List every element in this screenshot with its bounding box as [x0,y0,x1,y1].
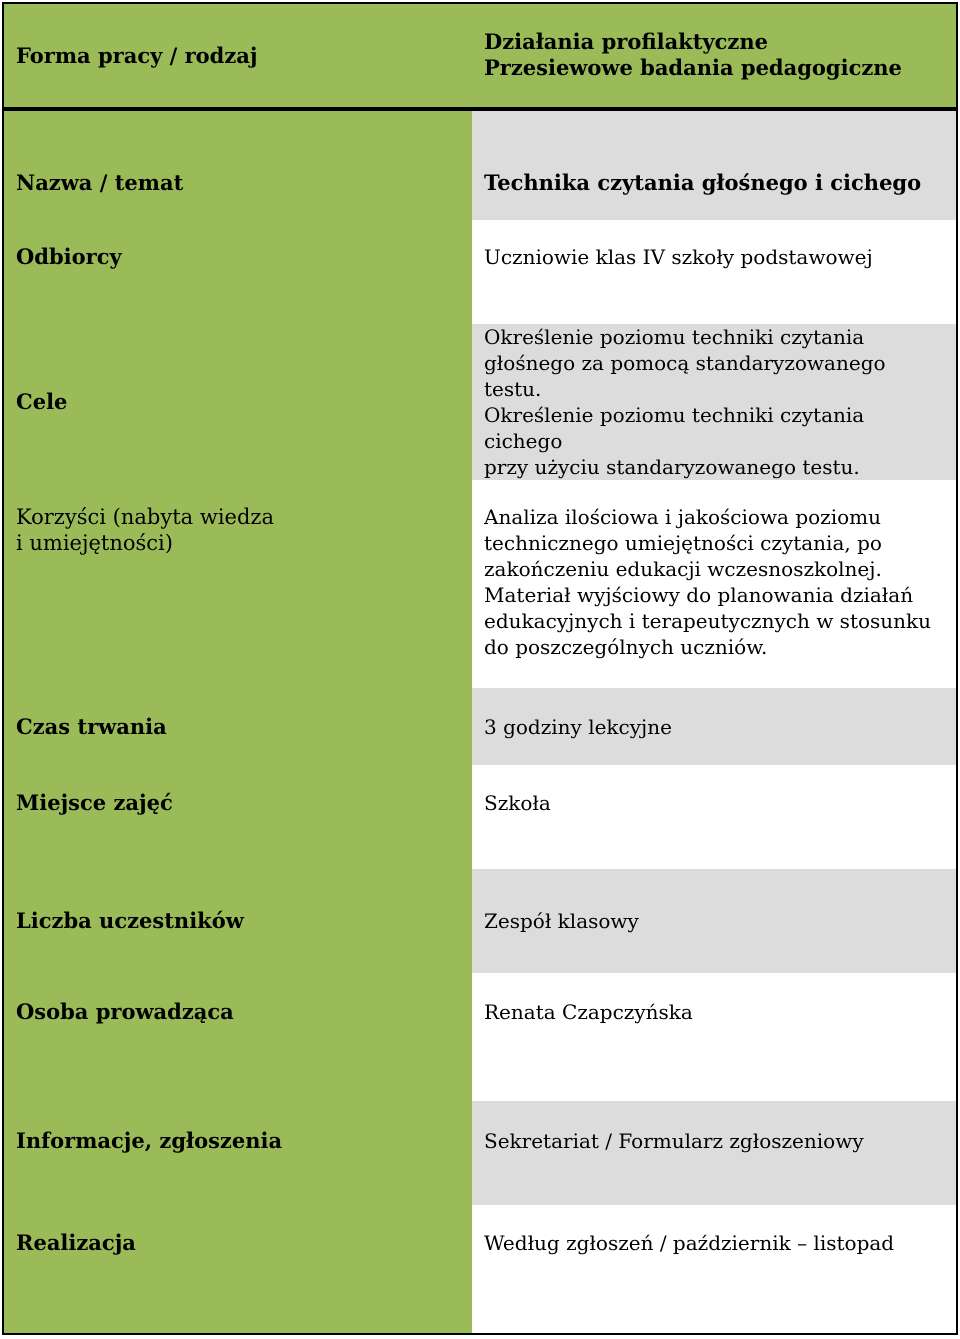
row-value-cell [472,480,956,688]
row-label-cell [4,220,472,324]
row-value-line: Określenie poziomu techniki czytania cichego [484,403,865,453]
row-value-cell [472,688,956,765]
row-value-line: do poszczególnych uczniów. [484,635,768,659]
row-label-cell [4,1101,472,1205]
row-label: Informacje, zgłoszenia [16,1128,283,1153]
row-value: Uczniowie klas IV szkoły podstawowej [484,245,873,269]
row-label-line: i umiejętności) [16,531,173,555]
row-value-line: technicznego umiejętności czytania, po [484,531,882,555]
header-value-line1: Działania profilaktyczne [484,28,768,54]
row-value: Renata Czapczyńska [484,1000,693,1024]
row-label-cell [4,324,472,480]
row-label-cell [4,869,472,973]
row-value: Technika czytania głośnego i cichego [484,169,922,195]
row-value-line: Analiza ilościowa i jakościowa poziomu [484,505,882,529]
row-value: 3 godziny lekcyjne [484,714,672,739]
row-label: Odbiorcy [16,244,122,269]
table-header [4,4,956,111]
row-label: Cele [16,389,68,414]
row-value-cell [472,111,956,220]
row-label-cell [4,480,472,688]
header-label: Forma pracy / rodzaj [16,42,258,68]
row-value-cell [472,1205,956,1333]
row-label: Osoba prowadząca [16,999,234,1024]
table-row-korzysci [4,480,956,688]
row-value-cell [472,220,956,324]
row-value-line: zakończeniu edukacji wczesnoszkolnej. [484,557,882,581]
row-value-cell [472,1101,956,1205]
row-value: Według zgłoszeń / październik – listopad [484,1231,895,1255]
row-label: Realizacja [16,1230,136,1255]
row-label-cell [4,973,472,1101]
row-value: Zespół klasowy [484,909,639,933]
row-label: Nazwa / temat [16,169,184,195]
row-value-cell [472,765,956,869]
table-row-nazwa [4,111,956,220]
row-label-cell [4,688,472,765]
table-row-realizacja [4,1205,956,1333]
table-row-odbiorcy [4,220,956,324]
row-value-line: Materiał wyjściowy do planowania działań [484,583,914,607]
row-label-cell [4,765,472,869]
header-value-line2: Przesiewowe badania pedagogiczne [484,54,902,80]
row-label-line: Korzyści (nabyta wiedza [16,505,274,529]
row-label: Liczba uczestników [16,908,244,933]
row-value-line: Określenie poziomu techniki czytania [484,325,865,349]
row-label-cell [4,1205,472,1333]
row-value-cell [472,324,956,480]
row-label-cell [4,111,472,220]
table-row-informacje [4,1101,956,1205]
row-value: Szkoła [484,791,551,815]
table-row-miejsce [4,765,956,869]
row-value-line: edukacyjnych i terapeutycznych w stosunku [484,609,932,633]
table-row-liczba [4,869,956,973]
table-row-cele [4,324,956,480]
header-label-cell [4,4,472,107]
table-row-osoba [4,973,956,1101]
row-value: Sekretariat / Formularz zgłoszeniowy [484,1129,864,1153]
info-table [2,2,958,1335]
row-value-cell [472,869,956,973]
row-label: Miejsce zajęć [16,790,173,815]
row-label: Czas trwania [16,713,167,739]
row-value-line: głośnego za pomocą standaryzowanego testu. [484,351,886,401]
row-value-cell [472,973,956,1101]
header-value-cell [472,4,956,107]
row-value-line: przy użyciu standaryzowanego testu. [484,455,860,479]
table-row-czas [4,688,956,765]
